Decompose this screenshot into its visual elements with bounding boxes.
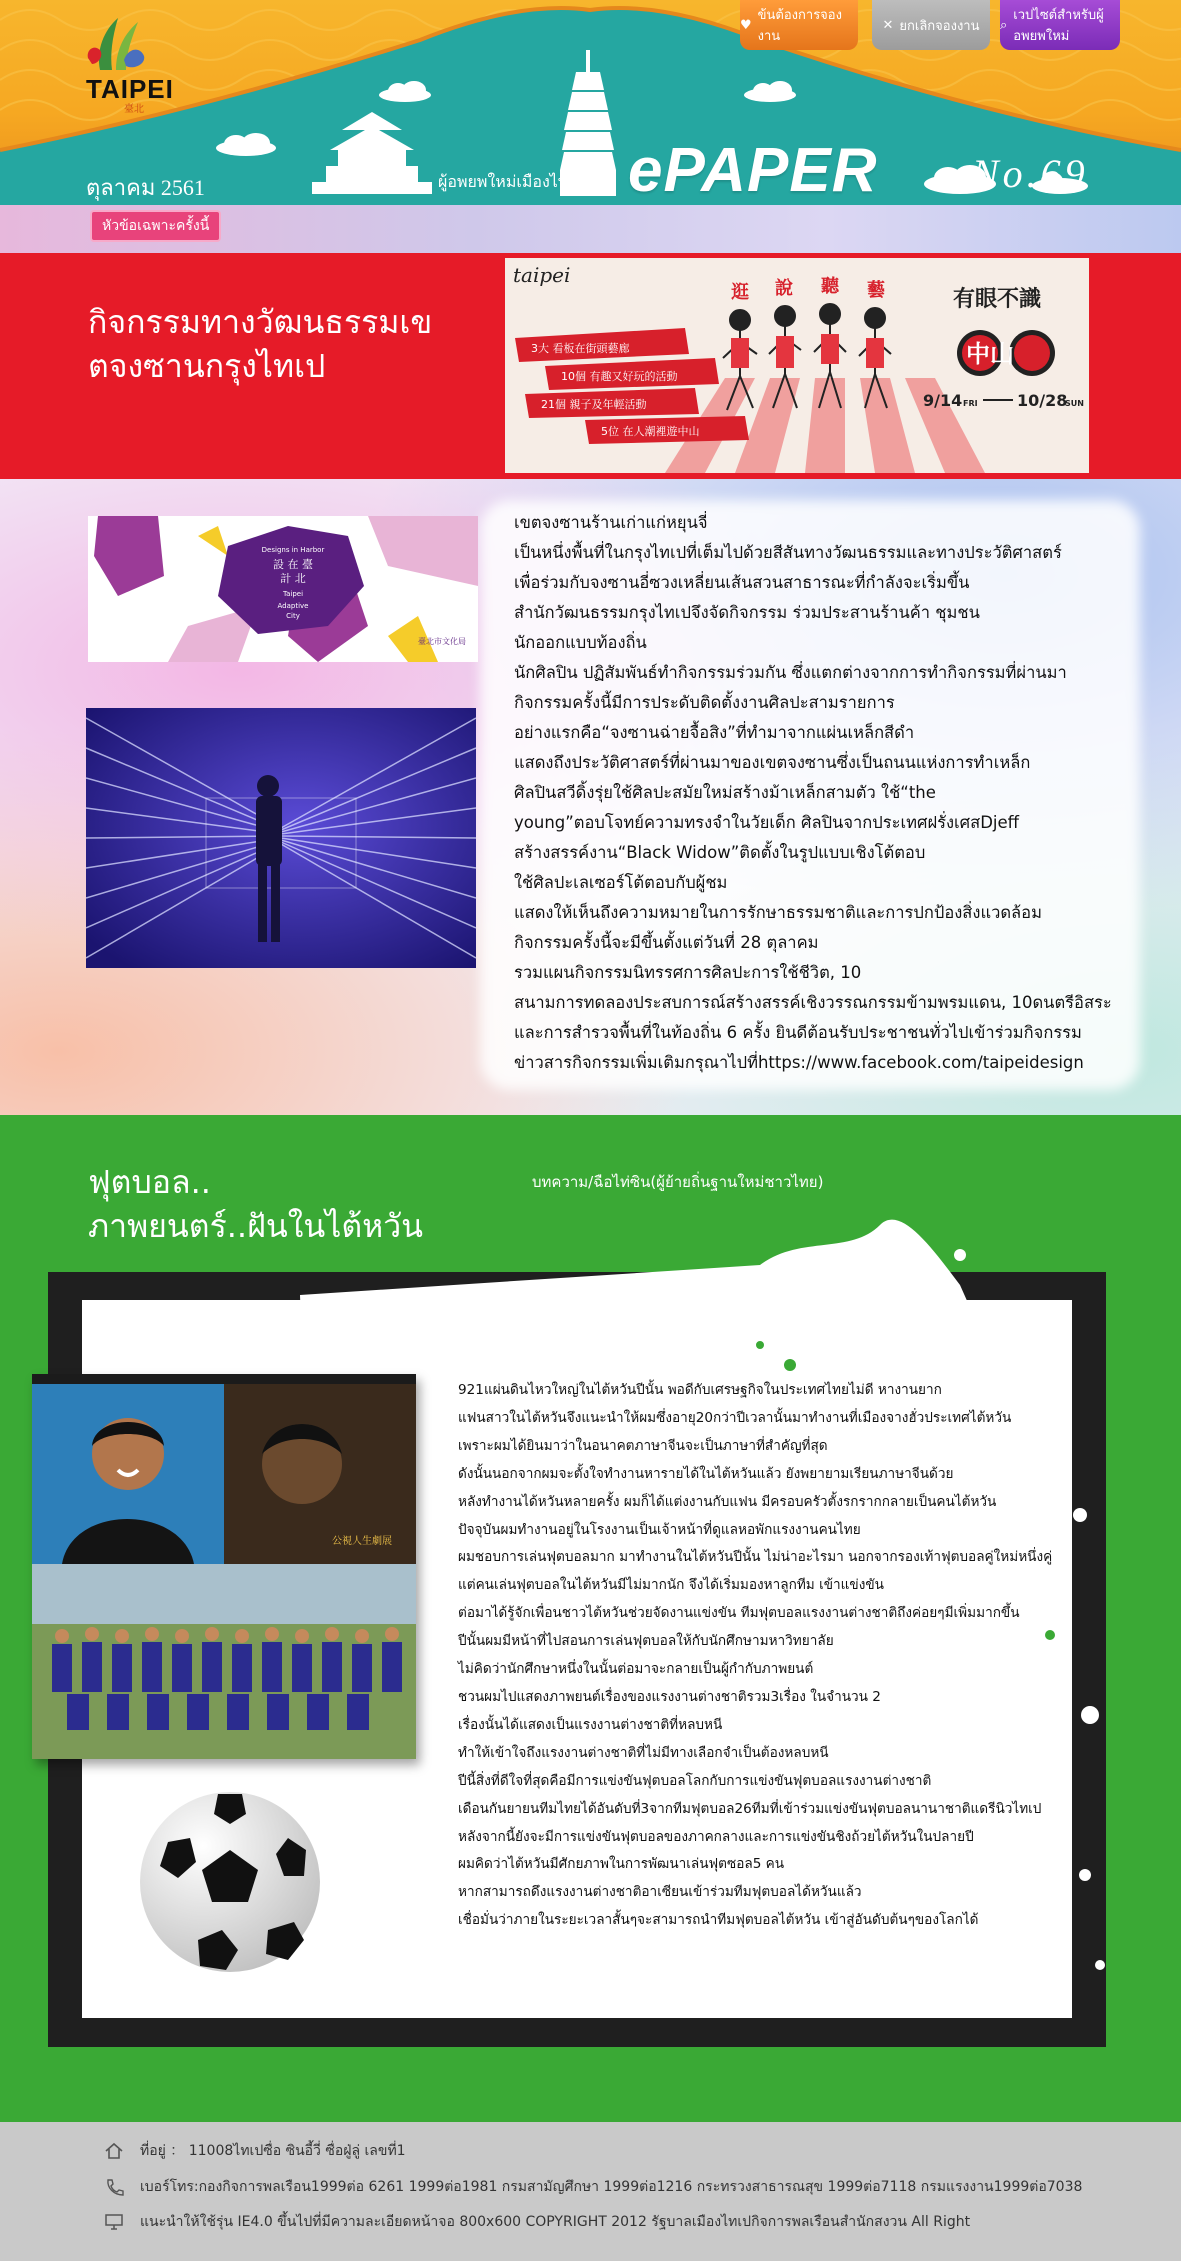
logo-subtext: 臺北 xyxy=(124,104,144,115)
poster-banner: 3大 看板在街頭藝廊 xyxy=(531,342,630,355)
issue-number: No.69 xyxy=(972,151,1089,196)
footer-browser-note: แนะนำให้ใช้รุ่น IE4.0 ขึ้นไปที่มีความละเอียดหน้าจอ 800x600 COPYRIGHT 2012 รัฐบาลเมืองไทเปกิจการพลเรือนสำนักสงวน All Right xyxy=(140,2214,971,2230)
football-title-line: ภาพยนตร์..ฝันในไต้หวัน xyxy=(88,1207,424,1245)
feature-poster xyxy=(505,258,1089,473)
design-caption: 設 在 臺 xyxy=(273,558,313,571)
issue-date: ตุลาคม 2561 xyxy=(86,175,205,200)
logo-text: TAIPEI xyxy=(86,74,174,104)
site-header xyxy=(0,0,1181,205)
article-line: นักศิลปิน ปฏิสัมพันธ์ทำกิจกรรมร่วมกัน ซึ่งแตกต่างจากการทำกิจกรรมที่ผ่านมา xyxy=(514,663,1067,682)
article-line: แฟนสาวในไต้หวันจึงแนะนำให้ผมซึ่งอายุ20กว่าปีเวลานั้นมาทำงานที่เมืองจางฮั่วประเทศไต้หวัน xyxy=(458,1409,1012,1426)
article-line: สำนักวัฒนธรรมกรุงไทเปจึงจัดกิจกรรม ร่วมประสานร้านค้า ชุมชน xyxy=(514,603,980,622)
footer-address-row xyxy=(104,2140,406,2162)
heart-icon: ♥ xyxy=(740,17,752,33)
article-line: เดือนกันยายนทีมไทยได้อันดับที่3จากทีมฟุตบอล26ทีมที่เข้าร่วมแข่งขันฟุตบอลนานาชาติแดรีนิวไทเป xyxy=(458,1800,1042,1817)
design-caption: Taipei xyxy=(282,590,304,598)
cancel-booking-label: ยกเลิกจองงาน xyxy=(899,18,980,34)
article-line: เรื่องนั้นได้แสดงเป็นแรงงานต่างชาติที่หลบหนี xyxy=(458,1716,723,1733)
poster-date-start: 9/14 xyxy=(923,391,963,410)
design-caption: Adaptive xyxy=(277,602,309,610)
immigrant-website-label: เวปไซต์สำหรับผู้อพยพใหม่ xyxy=(1013,8,1104,44)
laser-art-photo xyxy=(86,708,476,968)
header-subtitle: ผู้อพยพใหม่เมืองไทเป xyxy=(438,172,585,191)
feature-title-line: ตจงซานกรุงไทเป xyxy=(88,347,326,385)
home-icon xyxy=(104,2142,124,2160)
article-line: เชื่อมั่นว่าภายในระยะเวลาสั้นๆจะสามารถนำทีมฟุตบอลไต้หวัน เข้าสู่อันดับต้นๆของโลกได้ xyxy=(458,1912,979,1929)
design-caption: Designs in Harbor xyxy=(261,546,325,554)
article-line: กิจกรรมครั้งนี้จะมีขึ้นตั้งแต่วันที่ 28 ตุลาคม xyxy=(514,933,819,952)
phone-icon xyxy=(104,2178,124,2196)
article-line: สร้างสรรค์งาน“Black Widow”ติดตั้งในรูปแบบเชิงโต้ตอบ xyxy=(514,843,926,862)
article-line: 921แผ่นดินไหวใหญ่ในไต้หวันปีนั้น พอดีกับเศรษฐกิจในประเทศไทยไม่ดี หางานยาก xyxy=(458,1382,942,1398)
article-line: ทำให้เข้าใจถึงแรงงานต่างชาติที่ไม่มีทางเลือกจำเป็นต้องหลบหนี xyxy=(458,1744,829,1761)
poster-date-end-day: SUN xyxy=(1065,399,1084,408)
article-line: ปัจจุบันผมทำงานอยู่ในโรงงานเป็นเจ้าหน้าที่ดูแลหอพักแรงงานคนไทย xyxy=(458,1521,861,1538)
poster-brand: taipei xyxy=(513,263,571,287)
poster-big-title: 有眼不識 xyxy=(953,287,1042,312)
poster-banner: 5位 在人潮裡遊中山 xyxy=(601,425,700,438)
article-line: รวมแผนกิจกรรมนิทรรศการศิลปะการใช้ชีวิต, 10 xyxy=(514,963,862,982)
taipei-logo-mark xyxy=(88,18,145,70)
article-line: แสดงถึงประวัติศาสตร์ที่ผ่านมาของเขตจงซานซึ่งเป็นถนนแห่งการทำเหล็ก xyxy=(514,753,1031,772)
article-line: อย่างแรกคือ“จงซานฉ่ายจื้อสิง”ที่ทำมาจากแผ่นเหล็กสีดำ xyxy=(514,723,915,742)
poster-date-start-day: FRI xyxy=(963,399,978,408)
poster-word: 藝 xyxy=(867,280,885,301)
topic-tag: หัวข้อเฉพาะครั้งนี้ xyxy=(90,210,221,242)
article-line: กิจกรรมครั้งนี้มีการประดับติดตั้งงานศิลปะสามรายการ xyxy=(514,693,895,712)
article-line: เพื่อร่วมกับจงซานอี่ซวงเหลี่ยนเส้นสวนสาธารณะที่กำลังจะเริ่มขึ้น xyxy=(514,573,970,592)
article-line: ต่อมาได้รู้จักเพื่อนชาวไต้หวันช่วยจัดงานแข่งขัน ทีมฟุตบอลแรงงานต่างชาติถึงค่อยๆมีเพิ่มมากขึ้น xyxy=(458,1605,1020,1622)
soccer-ball-icon xyxy=(138,1790,323,1975)
article-line: ดังนั้นนอกจากผมจะตั้งใจทำงานหารายได้ในไต้หวันแล้ว ยังพยายามเรียนภาษาจีนด้วย xyxy=(458,1465,954,1482)
article-line: ปีนี้สิ่งที่ดีใจที่สุดคือมีการแข่งขันฟุตบอลโลกกับการแข่งขันฟุตบอลแรงงานต่างชาติ xyxy=(458,1772,932,1789)
article-line: ผมชอบการเล่นฟุตบอลมาก มาทำงานในไต้หวันปีนั้น ไม่น่าอะไรมา นอกจากรองเท้าฟุตบอลคู่ใหม่หนึ่งคู่ xyxy=(458,1549,1053,1566)
design-caption: 計 北 xyxy=(280,572,306,585)
poster-artwork xyxy=(505,258,1089,473)
article-line: เป็นหนึ่งพื้นที่ในกรุงไทเปที่เต็มไปด้วยสีสันทางวัฒนธรรมและทางประวัติศาสตร์ xyxy=(514,543,1062,562)
poster-banner: 10個 有趣又好玩的活動 xyxy=(561,370,678,383)
design-taipei-artwork xyxy=(88,516,478,662)
article-line: นักออกแบบท้องถิ่น xyxy=(514,633,647,652)
football-byline: บทความ/ฉือไท่ซิน(ผู้ย้ายถิ่นฐานใหม่ชาวไทย) xyxy=(532,1173,824,1191)
footer-address: ที่อยู่ ： 11008ไทเปซื่อ ซินอี้วี่ ซื่อฝู่ลู่ เลขที่1 xyxy=(140,2143,406,2159)
search-icon: ⌕ xyxy=(1000,17,1008,33)
article-line: เขตจงซานร้านเก่าแก่หยุนจี่ xyxy=(514,513,708,532)
article-line: หลังทำงานได้หวันหลายครั้ง ผมก็ได้แต่งงานกับแฟน มีครอบครัวตั้งรกรากกลายเป็นคนไต้หวัน xyxy=(458,1493,997,1510)
article-line: หากสามารถดึงแรงงานต่างชาติอาเซียนเข้าร่วมทีมฟุตบอลได้หวันแล้ว xyxy=(458,1884,862,1901)
article-line: ศิลปินสวีดิ้งรุ่ยใช้ศิลปะสมัยใหม่สร้างม้าเหล็กสามตัว ใช้“the xyxy=(514,783,936,802)
article-line: ไม่คิดว่านักศึกษาหนึ่งในนั้นต่อมาจะกลายเป็นผู้กำกับภาพยนต์ xyxy=(458,1661,814,1678)
close-icon: ✕ xyxy=(882,17,894,33)
feature-title xyxy=(88,300,468,388)
design-taipei-banner-image xyxy=(88,516,478,662)
feature-title-line: กิจกรรมทางวัฒนธรรมเข xyxy=(88,303,433,341)
poster-word: 說 xyxy=(775,278,793,299)
poster-word: 逛 xyxy=(731,282,749,303)
article-link-line[interactable]: ข่าวสารกิจกรรมเพิ่มเติมกรุณาไปที่https://www.facebook.com/taipeidesign xyxy=(514,1053,1084,1072)
footer-browser-row xyxy=(104,2211,970,2233)
poster-date-end: 10/28 xyxy=(1017,391,1068,410)
book-event-label: ข้นต้องการจองงาน xyxy=(757,8,842,44)
article-line: หลังจากนี้ยังจะมีการแข่งขันฟุตบอลของภาคกลางและการแข่งขันชิงถ้วยไต้หวันในปลายปี xyxy=(458,1828,974,1845)
article-culture-body xyxy=(514,508,1124,1078)
book-event-button[interactable] xyxy=(740,0,858,50)
design-caption: City xyxy=(286,612,300,620)
article-line: แต่คนเล่นฟุตบอลในไต้หวันมีไม่มากนัก จึงได้เริ่มมองหาลูกทีม เข้าแข่งขัน xyxy=(458,1577,884,1594)
article-line: ชวนผมไปแสดงภาพยนต์เรื่องของแรงงานต่างชาติรวม3เรื่อง ในจำนวน 2 xyxy=(458,1688,881,1705)
article-line: สนามการทดลองประสบการณ์สร้างสรรค์เชิงวรรณกรรมข้ามพรมแดน, 10ดนตรีอิสระ xyxy=(514,993,1112,1012)
epaper-brand: ePAPER xyxy=(628,136,878,205)
immigrant-website-button[interactable] xyxy=(1000,0,1120,50)
football-body xyxy=(458,1377,1058,1935)
article-line: แสดงให้เห็นถึงความหมายในการรักษาธรรมชาติและการปกป้องสิ่งแวดล้อม xyxy=(514,903,1042,922)
footer-phone: เบอร์โทร:กองกิจการพลเรือน1999ต่อ 6261 1999ต่อ1981 กรมสามัญศึกษา 1999ต่อ1216 กระทรวงสาธารณสุข 1999ต่อ7118 กรมแรงงาน1999ต่อ7038 xyxy=(140,2179,1083,2195)
football-photo-collage xyxy=(32,1374,416,1759)
article-line: และการสำรวจพื้นที่ในท้องถิ่น 6 ครั้ง ยินดีต้อนรับประชาชนทั่วไปเข้าร่วมกิจกรรม xyxy=(514,1023,1082,1042)
cancel-booking-button[interactable] xyxy=(872,0,990,50)
article-line: ใช้ศิลปะเลเซอร์โต้ตอบกับผู้ชม xyxy=(514,873,728,892)
design-caption: 臺北市文化局 xyxy=(418,637,466,646)
article-line: young”ตอบโจทย์ความทรงจำในวัยเด็ก ศิลปินจากประเทศฝรั่งเศสDjeff xyxy=(514,813,1020,832)
photo-caption: 公視人生劇展 xyxy=(332,1536,392,1547)
footer-phone-row xyxy=(104,2176,1082,2198)
monitor-icon xyxy=(104,2213,124,2231)
football-photos xyxy=(32,1374,416,1759)
poster-banner: 21個 親子及年輕活動 xyxy=(541,398,647,411)
article-line: ผมคิดว่าไต้หวันมีศักยภาพในการพัฒนาเล่นฟุตซอล5 คน xyxy=(458,1856,785,1873)
poster-big-char: 中山 xyxy=(966,340,1014,368)
football-title-line: ฟุตบอล.. xyxy=(88,1163,211,1201)
poster-word: 聽 xyxy=(821,276,839,297)
laser-art-illustration xyxy=(86,708,476,968)
article-line: ปีนั้นผมมีหน้าที่ไปสอนการเล่นฟุตบอลให้กับนักศึกษามหาวิทยาลัย xyxy=(458,1633,834,1650)
article-line: เพราะผมได้ยินมาว่าในอนาคตภาษาจีนจะเป็นภาษาที่สำคัญที่สุด xyxy=(458,1437,828,1454)
